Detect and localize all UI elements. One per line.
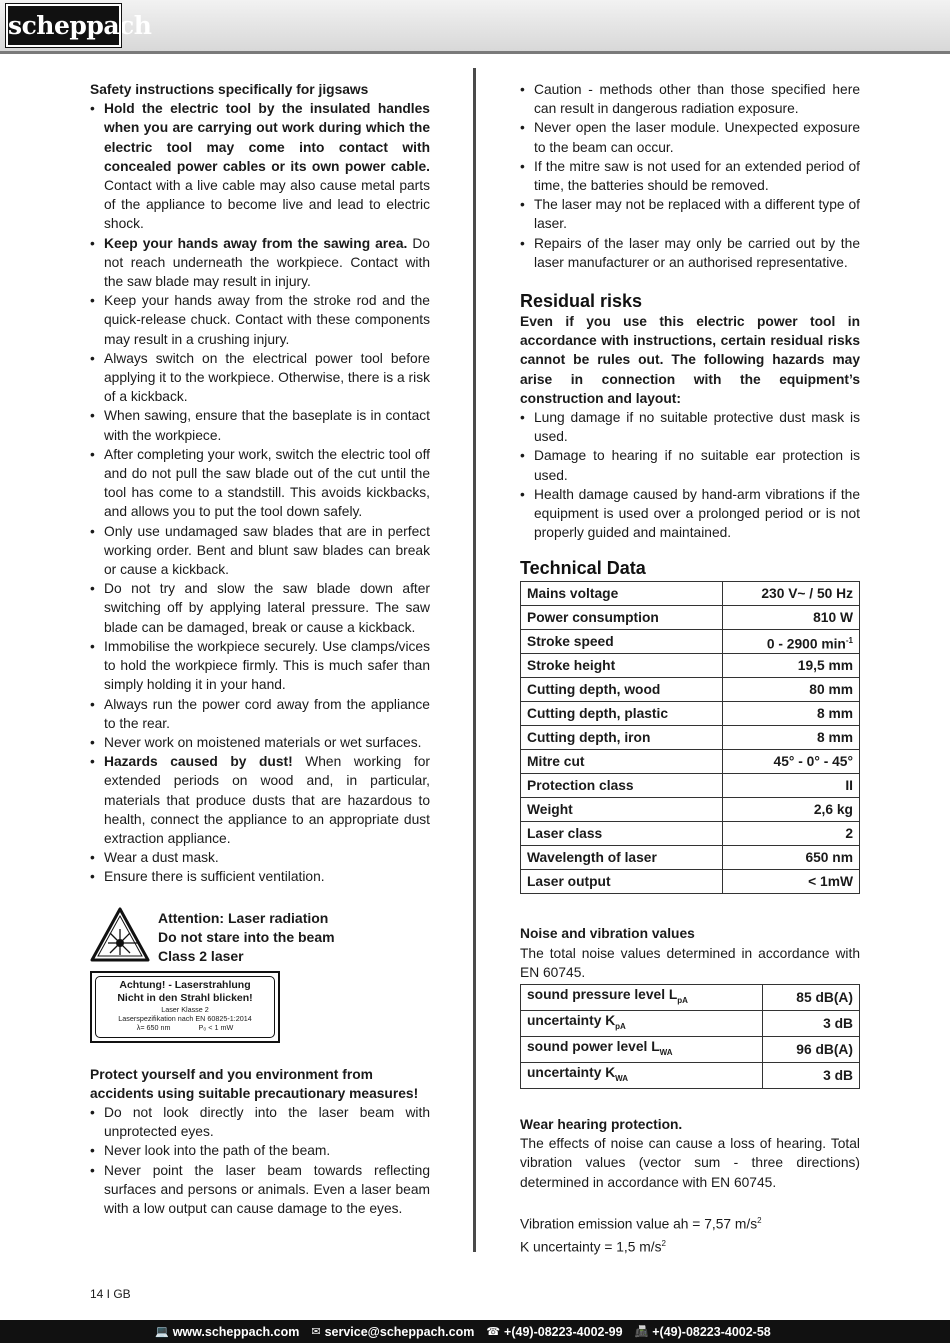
list-item: • Lung damage if no suitable protective dust mask is used. bbox=[520, 408, 860, 446]
spec-label: Laser class bbox=[521, 822, 723, 846]
spec-value: 810 W bbox=[722, 606, 859, 630]
spec-label: Mitre cut bbox=[521, 750, 723, 774]
spec-label: Protection class bbox=[521, 774, 723, 798]
list-item: • Always switch on the electrical power tool before applying it to the workpiece. Otherwise, there is a risk of a kickback. bbox=[90, 349, 430, 407]
laser-hazard-icon bbox=[90, 907, 150, 963]
list-item: • Health damage caused by hand-arm vibrations if the equipment is used over a prolonged period or is not properly guided and maintained. bbox=[520, 485, 860, 543]
list-item: • The laser may not be replaced with a different type of laser. bbox=[520, 195, 860, 233]
footer-contact-bar bbox=[0, 1320, 950, 1343]
list-item: • Caution - methods other than those specified here can result in dangerous radiation exposure. bbox=[520, 80, 860, 118]
noise-table bbox=[520, 984, 860, 1089]
laser-warning bbox=[90, 907, 430, 969]
noise-label: sound power level $L_{WA}$ bbox=[521, 1036, 763, 1062]
right-column bbox=[520, 80, 860, 1256]
list-item: • After completing your work, switch the electric tool off and do not pull the saw blade out of the cut until the tool has come to a standstill. This avoids kickbacks, and allows you to put the tool down safely. bbox=[90, 445, 430, 522]
laser-warning-line1: Attention: Laser radiation bbox=[158, 909, 329, 926]
noise-label: uncertainty $K_{WA}$ bbox=[521, 1062, 763, 1088]
list-item: • Repairs of the laser may only be carried out by the laser manufacturer or an authorised representative. bbox=[520, 234, 860, 272]
list-item: • Keep your hands away from the sawing area. Do not reach underneath the workpiece. Contact with the saw blade may result in injury. bbox=[90, 234, 430, 292]
spec-value: 650 nm bbox=[722, 846, 859, 870]
spec-value: < 1mW bbox=[722, 870, 859, 894]
spec-value: 2,6 kg bbox=[722, 798, 859, 822]
list-item: • Always run the power cord away from the appliance to the rear. bbox=[90, 695, 430, 733]
spec-label: Cutting depth, plastic bbox=[521, 702, 723, 726]
list-item: • Wear a dust mask. bbox=[90, 848, 430, 867]
laser-warning-line3: Class 2 laser bbox=[158, 948, 244, 965]
laser-label bbox=[90, 971, 280, 1043]
left-column bbox=[90, 80, 430, 1218]
table-row bbox=[521, 846, 860, 870]
protect-list bbox=[90, 1103, 430, 1218]
list-item: • When sawing, ensure that the baseplate is in contact with the workpiece. bbox=[90, 406, 430, 444]
footer-fax: +(49)-08223-4002-58 bbox=[652, 1324, 771, 1339]
noise-title: Noise and vibration values bbox=[520, 926, 695, 942]
spec-label: Power consumption bbox=[521, 606, 723, 630]
laser-label-line4: Laserspezifikation nach EN 60825-1:2014 bbox=[118, 1013, 252, 1023]
table-row bbox=[521, 1011, 860, 1037]
technical-data-table bbox=[520, 581, 860, 894]
list-item: • Never open the laser module. Unexpected exposure to the beam can occur. bbox=[520, 118, 860, 156]
laser-label-power: P₀ < 1 mW bbox=[198, 1023, 234, 1033]
fax-icon: 📠 bbox=[634, 1326, 649, 1338]
list-item: • If the mitre saw is not used for an extended period of time, the batteries should be removed. bbox=[520, 157, 860, 195]
table-row bbox=[521, 630, 860, 654]
protect-heading: Protect yourself and you environment from accidents using suitable precautionary measures! bbox=[90, 1066, 419, 1101]
laser-label-wavelength: λ= 650 nm bbox=[136, 1023, 171, 1033]
footer-email[interactable]: service@scheppach.com bbox=[324, 1324, 475, 1339]
table-row bbox=[521, 654, 860, 678]
table-row bbox=[521, 750, 860, 774]
noise-value: 3 dB bbox=[762, 1011, 859, 1037]
table-row bbox=[521, 678, 860, 702]
technical-data-title: Technical Data bbox=[520, 558, 646, 579]
list-item: • Ensure there is sufficient ventilation. bbox=[90, 867, 430, 886]
list-item: • Do not try and slow the saw blade down after switching off by applying lateral pressure. The saw blade can be damaged, break or cause a kickback. bbox=[90, 579, 430, 637]
table-row bbox=[521, 822, 860, 846]
column-divider bbox=[473, 68, 476, 1252]
footer-website[interactable]: www.scheppach.com bbox=[172, 1324, 300, 1339]
list-item: • Do not look directly into the laser beam with unprotected eyes. bbox=[90, 1103, 430, 1141]
noise-value: 3 dB bbox=[762, 1062, 859, 1088]
noise-value: 85 dB(A) bbox=[762, 985, 859, 1011]
spec-label: Stroke speed bbox=[521, 630, 723, 654]
laser-warning-line2: Do not stare into the beam bbox=[158, 928, 335, 945]
spec-value: II bbox=[722, 774, 859, 798]
vibration-uncertainty-line: K uncertainty = 1,5 $m/s^2$ bbox=[520, 1238, 666, 1255]
wear-protection-text: The effects of noise can cause a loss of hearing. Total vibration values (vector sum - three directions) determined in accordance with EN 60745. bbox=[520, 1136, 860, 1190]
laser-label-line2: Nicht in den Strahl blicken! bbox=[117, 991, 253, 1004]
spec-label: Weight bbox=[521, 798, 723, 822]
spec-value: 230 V~ / 50 Hz bbox=[722, 582, 859, 606]
jigsaw-safety-list bbox=[90, 99, 430, 886]
computer-icon: 💻 bbox=[155, 1326, 169, 1338]
jigsaw-safety-heading: Safety instructions specifically for jigsaws bbox=[90, 82, 369, 97]
table-row bbox=[521, 1036, 860, 1062]
spec-value: 80 mm bbox=[722, 678, 859, 702]
noise-text: The total noise values determined in accordance with EN 60745. bbox=[520, 945, 860, 980]
spec-value: 8 mm bbox=[722, 702, 859, 726]
page-number: 14 I GB bbox=[90, 1287, 131, 1301]
mail-icon: ✉ bbox=[311, 1326, 321, 1338]
residual-risks-title: Residual risks bbox=[520, 291, 643, 312]
vibration-emission-line: Vibration emission value ah = 7,57 $m/s^2$ bbox=[520, 1215, 762, 1232]
laser-label-line1: Achtung! - Laserstrahlung bbox=[119, 978, 251, 991]
list-item: • Only use undamaged saw blades that are in perfect working order. Bent and blunt saw blades can break or cause a kickback. bbox=[90, 522, 430, 580]
list-item: • Never look into the path of the beam. bbox=[90, 1141, 430, 1160]
table-row bbox=[521, 606, 860, 630]
table-row bbox=[521, 985, 860, 1011]
list-item: • Never point the laser beam towards reflecting surfaces and persons or animals. Even a laser beam with a low output can cause damage to the eyes. bbox=[90, 1161, 430, 1219]
spec-label: Cutting depth, iron bbox=[521, 726, 723, 750]
table-row bbox=[521, 582, 860, 606]
footer-phone: +(49)-08223-4002-99 bbox=[504, 1324, 623, 1339]
spec-label: Cutting depth, wood bbox=[521, 678, 723, 702]
laser-label-line3: Laser Klasse 2 bbox=[161, 1004, 209, 1014]
list-item: • Immobilise the workpiece securely. Use clamps/vices to hold the workpiece firmly. This is much safer than simply holding it in your hand. bbox=[90, 637, 430, 695]
table-row bbox=[521, 870, 860, 894]
spec-value: 8 mm bbox=[722, 726, 859, 750]
laser-safety-list bbox=[520, 80, 860, 272]
spec-label: Laser output bbox=[521, 870, 723, 894]
list-item: • Keep your hands away from the stroke rod and the quick-release chuck. Contact with these components may result in a crushing injury. bbox=[90, 291, 430, 349]
spec-label: Stroke height bbox=[521, 654, 723, 678]
list-item: • Never work on moistened materials or wet surfaces. bbox=[90, 733, 430, 752]
table-row bbox=[521, 702, 860, 726]
spec-value: 2 bbox=[722, 822, 859, 846]
spec-label: Wavelength of laser bbox=[521, 846, 723, 870]
scheppach-logo: scheppach bbox=[6, 4, 121, 47]
table-row bbox=[521, 798, 860, 822]
noise-label: uncertainty $K_{pA}$ bbox=[521, 1011, 763, 1037]
phone-icon: ☎ bbox=[486, 1326, 501, 1338]
table-row bbox=[521, 726, 860, 750]
table-row bbox=[521, 1062, 860, 1088]
list-item: • Damage to hearing if no suitable ear protection is used. bbox=[520, 446, 860, 484]
spec-value: 0 - 2900 $\min^{-1}$ bbox=[722, 630, 859, 654]
spec-value: 19,5 mm bbox=[722, 654, 859, 678]
noise-label: sound pressure level $L_{pA}$ bbox=[521, 985, 763, 1011]
noise-value: 96 dB(A) bbox=[762, 1036, 859, 1062]
residual-risks-list bbox=[520, 408, 860, 542]
spec-value: 45° - 0° - 45° bbox=[722, 750, 859, 774]
residual-risks-intro: Even if you use this electric power tool in accordance with instructions, certain residual risks cannot be rules out. The following hazards may arise in connection with the equipment’s construction and layout: bbox=[520, 314, 860, 406]
spec-label: Mains voltage bbox=[521, 582, 723, 606]
table-row bbox=[521, 774, 860, 798]
header-bar bbox=[0, 0, 950, 54]
list-item: • Hazards caused by dust! When working for extended periods on wood and, in particular, materials that produce dusts that are hazardous to health, connect the appliance to an appropriate dust extraction appliance. bbox=[90, 752, 430, 848]
list-item: • Hold the electric tool by the insulated handles when you are carrying out work during which the electric tool may come into contact with concealed power cables or its own power cable. Contact with a live cable may also cause metal parts of the appliance to become live and lead to electric shock. bbox=[90, 99, 430, 233]
wear-protection-title: Wear hearing protection. bbox=[520, 1116, 683, 1132]
